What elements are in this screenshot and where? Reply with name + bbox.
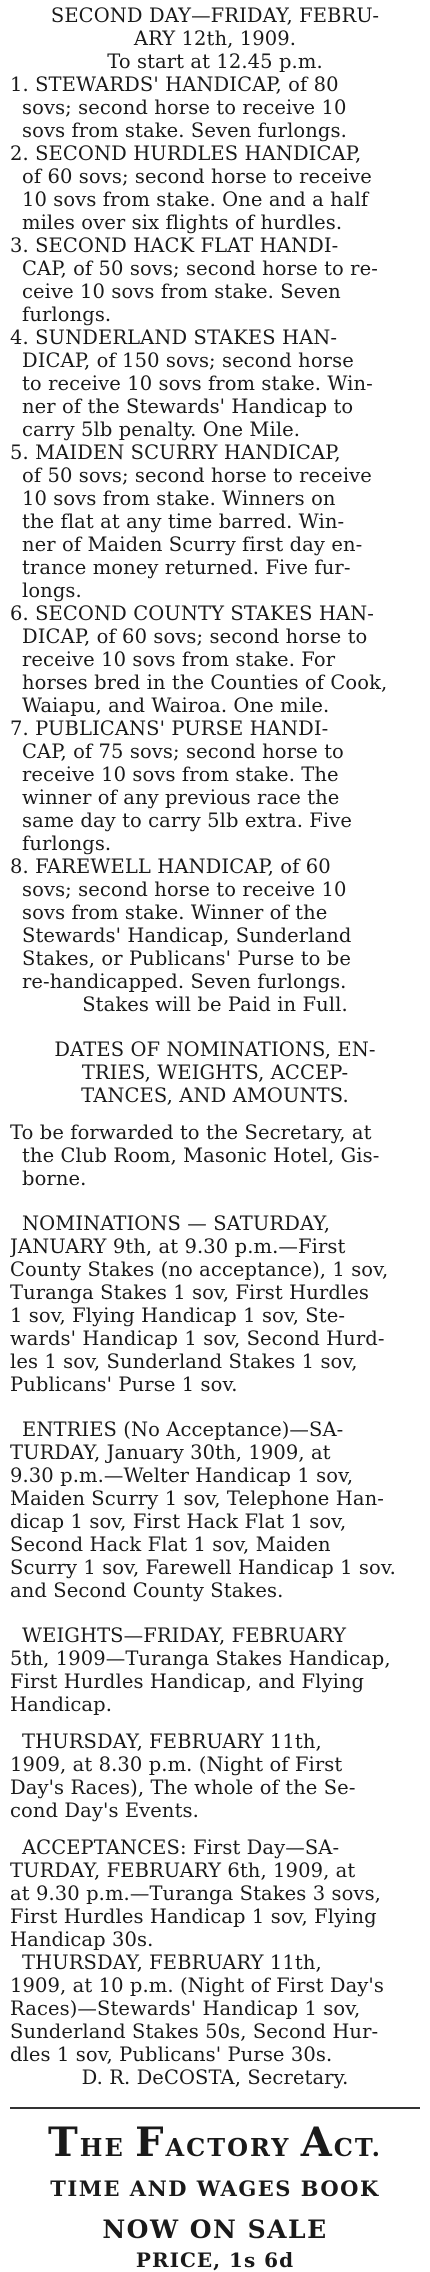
thursday-line: THURSDAY, FEBRUARY 11th, (22, 1951, 322, 1974)
nominations-line: wards' Handicap 1 sov, Second Hurd- (10, 1327, 385, 1350)
race-line: ner of the Stewards' Handicap to (22, 395, 354, 418)
nominations-line: 1 sov, Flying Handicap 1 sov, Ste- (10, 1304, 346, 1327)
race-line: carry 5lb penalty. One Mile. (22, 418, 301, 441)
advert-price: PRICE, 1s 6d (135, 2248, 295, 2272)
race-line: ceive 10 sovs from stake. Seven (22, 280, 341, 303)
acceptances-line: TURDAY, FEBRUARY 6th, 1909, at (10, 1859, 356, 1882)
race-line: the flat at any time barred. Win- (22, 510, 345, 533)
entries-line: Scurry 1 sov, Farewell Handicap 1 sov. (10, 1556, 396, 1579)
race-item (10, 142, 420, 234)
thursday-line: Races)—Stewards' Handicap 1 sov, (10, 1997, 361, 2020)
race-line: longs. (22, 579, 82, 602)
race-line: to receive 10 sovs from stake. Win- (22, 372, 373, 395)
weights-line: 5th, 1909—Turanga Stakes Handicap, (10, 1647, 391, 1670)
race-line: CAP, of 75 sovs; second horse to (22, 740, 344, 763)
race-line: 3. SECOND HACK FLAT HANDI- (10, 234, 339, 257)
race-line: Stewards' Handicap, Sunderland (22, 924, 352, 947)
acceptances-block (10, 1836, 420, 1951)
weights-line: Handicap. (10, 1693, 113, 1716)
forward-note-line: the Club Room, Masonic Hotel, Gis- (22, 1144, 380, 1167)
dates-heading-line: TANCES, AND AMOUNTS. (81, 1084, 349, 1107)
race-line: 10 sovs from stake. Winners on (22, 487, 336, 510)
secretary-signature: D. R. DeCOSTA, Secretary. (81, 2066, 349, 2089)
header-block (10, 4, 420, 73)
dates-heading-line: TRIES, WEIGHTS, ACCEP- (81, 1061, 349, 1084)
race-line: 5. MAIDEN SCURRY HANDICAP, (10, 441, 341, 464)
entries-line: 9.30 p.m.—Welter Handicap 1 sov, (10, 1464, 354, 1487)
nominations-line: County Stakes (no acceptance), 1 sov, (10, 1258, 389, 1281)
nominations-line: Publicans' Purse 1 sov. (10, 1373, 238, 1396)
advert-title-part: HE (79, 2133, 136, 2162)
race-item (10, 234, 420, 326)
nominations-line: JANUARY 9th, at 9.30 p.m.—First (10, 1235, 346, 1258)
entries-line: ENTRIES (No Acceptance)—SA- (22, 1418, 344, 1441)
entries-line: and Second County Stakes. (10, 1579, 284, 1602)
race-line: 4. SUNDERLAND STAKES HAN- (10, 326, 338, 349)
nominations-line: NOMINATIONS — SATURDAY, (22, 1212, 331, 1235)
advert-title-part: A (300, 2119, 334, 2166)
thursday-line: dles 1 sov, Publicans' Purse 30s. (10, 2043, 333, 2066)
race-item (10, 855, 420, 993)
race-item (10, 441, 420, 602)
race-line: re-handicapped. Seven furlongs. (22, 970, 347, 993)
entries-line: TURDAY, January 30th, 1909, at (10, 1441, 331, 1464)
race-line: of 60 sovs; second horse to receive (22, 165, 372, 188)
race-list (10, 73, 420, 993)
weights-line: WEIGHTS—FRIDAY, FEBRUARY (22, 1624, 347, 1647)
start-time: To start at 12.45 p.m. (107, 50, 323, 73)
race-line: furlongs. (22, 303, 112, 326)
entries-line: Maiden Scurry 1 sov, Telephone Han- (10, 1487, 384, 1510)
race-line: sovs; second horse to receive 10 (22, 878, 347, 901)
race-line: same day to carry 5lb extra. Five (22, 809, 353, 832)
race-line: CAP, of 50 sovs; second horse to re- (22, 257, 378, 280)
entries-block (10, 1418, 420, 1602)
advert-title-part: ACTORY (165, 2133, 301, 2162)
stakes-note: Stakes will be Paid in Full. (82, 993, 348, 1016)
race-line: 10 sovs from stake. One and a half (22, 188, 369, 211)
race-line: of 50 sovs; second horse to receive (22, 464, 372, 487)
factory-act-advert (10, 2107, 420, 2272)
entries-line: dicap 1 sov, First Hack Flat 1 sov, (10, 1510, 347, 1533)
race-line: 2. SECOND HURDLES HANDICAP, (10, 142, 362, 165)
advert-title (10, 2119, 420, 2166)
thursday-line: 1909, at 8.30 p.m. (Night of First (10, 1753, 343, 1776)
thursday-block-2 (10, 1951, 420, 2066)
advert-subtitle: TIME AND WAGES BOOK (50, 2176, 380, 2201)
thursday-line: Sunderland Stakes 50s, Second Hur- (10, 2020, 379, 2043)
race-line: DICAP, of 60 sovs; second horse to (22, 625, 368, 648)
thursday-block-1 (10, 1730, 420, 1822)
race-line: 8. FAREWELL HANDICAP, of 60 (10, 855, 331, 878)
thursday-line: 1909, at 10 p.m. (Night of First Day's (10, 1974, 384, 1997)
race-line: winner of any previous race the (22, 786, 340, 809)
thursday-line: THURSDAY, FEBRUARY 11th, (22, 1730, 322, 1753)
race-line: receive 10 sovs from stake. The (22, 763, 339, 786)
race-line: receive 10 sovs from stake. For (22, 648, 336, 671)
race-line: ner of Maiden Scurry first day en- (22, 533, 363, 556)
advert-title-part: T (48, 2119, 80, 2166)
thursday-line: cond Day's Events. (10, 1799, 199, 1822)
advert-sale: NOW ON SALE (102, 2215, 328, 2244)
race-line: DICAP, of 150 sovs; second horse (22, 349, 354, 372)
nominations-line: les 1 sov, Sunderland Stakes 1 sov, (10, 1350, 358, 1373)
header-line: SECOND DAY—FRIDAY, FEBRU- (50, 4, 380, 27)
acceptances-line: Handicap 30s. (10, 1928, 154, 1951)
nominations-block (10, 1212, 420, 1396)
forward-note-line: To be forwarded to the Secretary, at (10, 1121, 372, 1144)
race-line: furlongs. (22, 832, 112, 855)
race-line: Waiapu, and Wairoa. One mile. (22, 694, 330, 717)
advert-title-part: F (135, 2119, 166, 2166)
race-item (10, 326, 420, 441)
dates-heading (10, 1038, 420, 1107)
race-item (10, 73, 420, 142)
acceptances-line: First Hurdles Handicap 1 sov, Flying (10, 1905, 377, 1928)
acceptances-line: at 9.30 p.m.—Turanga Stakes 3 sovs, (10, 1882, 381, 1905)
race-line: 1. STEWARDS' HANDICAP, of 80 (10, 73, 339, 96)
weights-line: First Hurdles Handicap, and Flying (10, 1670, 365, 1693)
race-item (10, 717, 420, 855)
weights-block (10, 1624, 420, 1716)
race-line: horses bred in the Counties of Cook, (22, 671, 388, 694)
race-item (10, 602, 420, 717)
race-line: trance money returned. Five fur- (22, 556, 351, 579)
race-line: miles over six flights of hurdles. (22, 211, 343, 234)
advert-title-part: CT. (333, 2133, 382, 2162)
thursday-line: Day's Races), The whole of the Se- (10, 1776, 356, 1799)
dates-heading-line: DATES OF NOMINATIONS, EN- (54, 1038, 376, 1061)
race-line: sovs from stake. Winner of the (22, 901, 328, 924)
race-line: sovs; second horse to receive 10 (22, 96, 347, 119)
race-line: 7. PUBLICANS' PURSE HANDI- (10, 717, 329, 740)
nominations-line: Turanga Stakes 1 sov, First Hurdles (10, 1281, 369, 1304)
forward-note (10, 1121, 420, 1190)
race-line: Stakes, or Publicans' Purse to be (22, 947, 351, 970)
forward-note-line: borne. (22, 1167, 87, 1190)
header-line: ARY 12th, 1909. (133, 27, 297, 50)
acceptances-line: ACCEPTANCES: First Day—SA- (22, 1836, 340, 1859)
race-line: sovs from stake. Seven furlongs. (22, 119, 347, 142)
race-line: 6. SECOND COUNTY STAKES HAN- (10, 602, 374, 625)
entries-line: Second Hack Flat 1 sov, Maiden (10, 1533, 331, 1556)
